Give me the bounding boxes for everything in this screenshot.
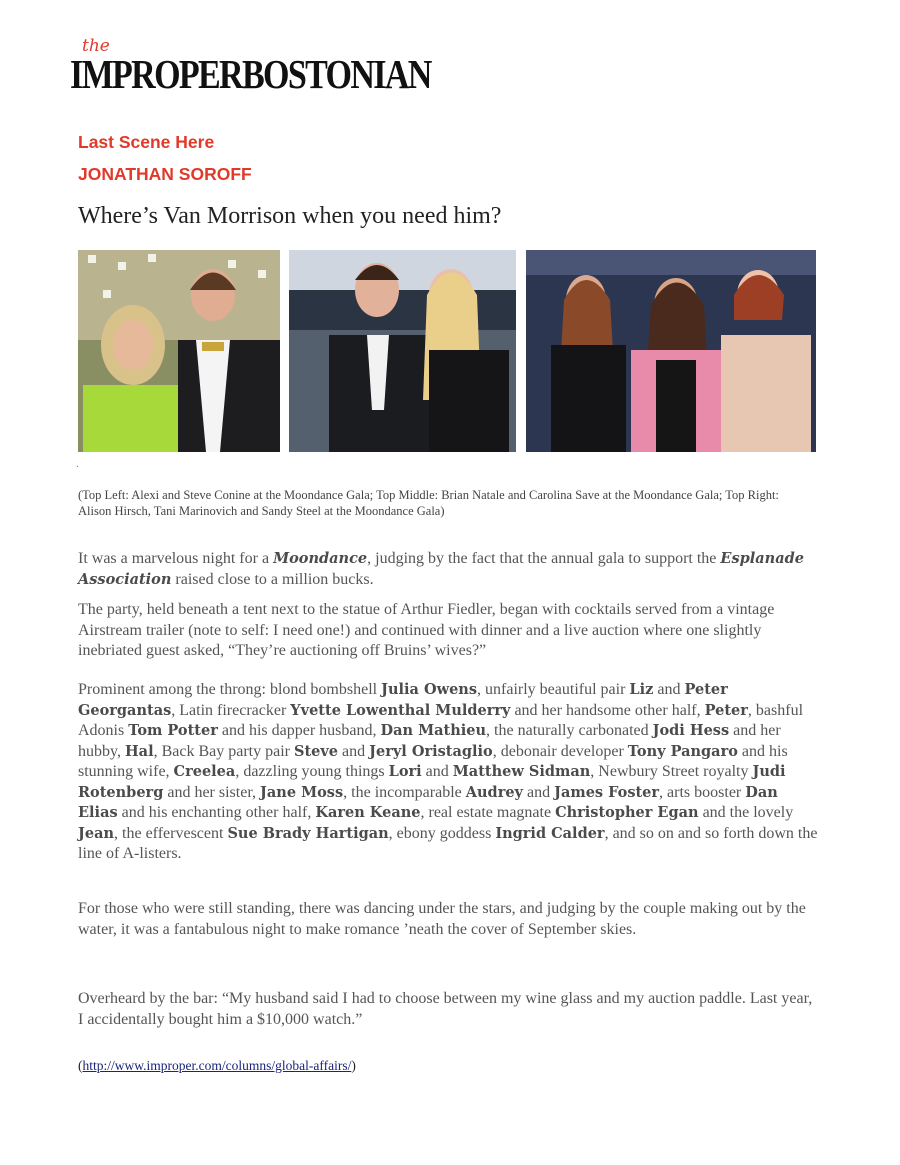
guest-name: Jane Moss [260,783,344,801]
emphasis-moondance: Moondance [273,550,368,567]
guest-name: Liz [629,681,654,698]
paragraph-overheard: Overheard by the bar: “My husband said I had to choose between my wine glass and my auction paddle. Last year, I accidentally bought him a $10,000 watch.” [78,990,813,1028]
guest-name: James Foster [554,783,660,801]
paragraph-guests: Prominent among the throng: blond bombshell Julia Owens, unfairly beautiful pair Liz and Peter Georgantas, Latin firecracker Yvette Lowenthal Mulderry and her handsome other half, Peter, bashful Adonis Tom Potter and his dapper husband, Dan Mathieu, the naturally carbonated Jodi Hess and her hubby, Hal, Back Bay party pair Steve and Jeryl Oristaglio, debonair developer Tony Pangaro and his stunning wife, Creelea, dazzling young things Lori and Matthew Sidman, Newbury Street royalty Judi Rotenberg and her sister, Jane Moss, the incomparable Audrey and James Foster, arts booster Dan Elias and his enchanting other half, Karen Keane, real estate magnate Christopher Egan and the lovely Jean, the effervescent Sue Brady Hartigan, ebony goddess Ingrid Calder, and so on and so forth down the line of A-listers. [78,681,818,862]
guest-name: Jean [78,824,115,842]
guest-name: Sue Brady Hartigan [227,824,389,842]
photo-top-right [526,250,816,452]
paragraph-party: The party, held beneath a tent next to the statue of Arthur Fiedler, began with cocktails served from a vintage Airstream trailer (note to self: I need one!) and continued with dinner and a live auction where one slightly inebriated guest asked, “They’re auctioning off Bruins’ wives?” [78,601,775,659]
guest-name: Jeryl Oristaglio [369,742,493,760]
paragraph-dancing: For those who were still standing, there was dancing under the stars, and judging by the couple making out by the water, it was a fantabulous night to make romance ’neath the cover of September skies. [78,900,806,938]
guest-name: Lori [388,763,422,780]
guest-name: Christopher Egan [555,804,699,821]
caption-dot: . [76,460,79,470]
guest-name: Tony Pangaro [627,742,738,760]
guest-name: Creelea [173,763,236,780]
guest-name: Matthew Sidman [452,763,591,780]
photo-caption: (Top Left: Alexi and Steve Conine at the Moondance Gala; Top Middle: Brian Natale and Carolina Save at the Moondance Gala; Top Right: Alison Hirsch, Tani Marinovich and Sandy Steel at the Moondance Gala) [78,488,779,518]
photo-top-left [78,250,280,452]
guest-name: Peter [704,701,748,719]
guest-name: Hal [124,742,154,760]
section-label: Last Scene Here [78,132,215,152]
photo-top-middle [289,250,516,452]
masthead-logo [70,36,431,98]
guest-name: Karen Keane [315,804,421,821]
source-link[interactable]: http://www.improper.com/columns/global-affairs/ [82,1058,352,1073]
guest-name: Julia Owens [381,681,478,698]
guest-name: Tom Potter [128,722,218,739]
emphasis-esplanade-association: Esplanade Association [78,550,804,588]
guest-name: Peter Georgantas [78,681,728,719]
author-name: JONATHAN SOROFF [78,164,252,184]
guest-name: Ingrid Calder [495,824,605,842]
paragraph-intro: It was a marvelous night for a Moondance, judging by the fact that the annual gala to support the Esplanade Association raised close to a million bucks. [78,550,804,588]
guest-name: Yvette Lowenthal Mulderry [290,701,511,719]
headline: Where’s Van Morrison when you need him? [78,203,502,229]
guest-name: Jodi Hess [652,722,730,739]
guest-name: Dan Mathieu [380,722,487,739]
guest-name: Audrey [465,783,523,801]
masthead-name: IMPROPERBOSTONIAN [70,51,431,97]
source-link-wrapper: (http://www.improper.com/columns/global-affairs/) [78,1058,356,1073]
guest-name: Dan Elias [78,783,778,821]
guest-name: Judi Rotenberg [78,763,786,801]
guest-name: Steve [293,742,339,760]
masthead-the: the [82,36,110,56]
